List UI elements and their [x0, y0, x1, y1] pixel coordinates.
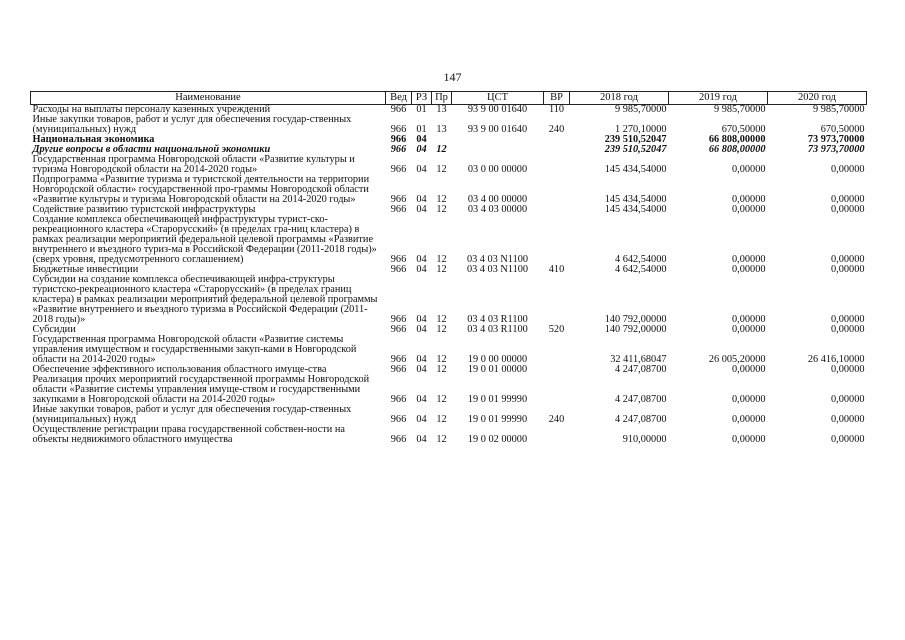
cell-rz: 04: [416, 194, 427, 205]
cell-vr: 240: [548, 414, 565, 425]
cell-vr: [544, 205, 570, 215]
cell-pr: 12: [436, 204, 447, 215]
cell-2018: 239 510,52047: [604, 134, 667, 145]
cell-vr: [544, 135, 570, 145]
cell-name: Государственная программа Новгородской области «Развитие системы управления имуществом и государственными закуп-ками в Новгородской области на 2014-2020 годы»: [32, 334, 357, 365]
cell-cst: [452, 135, 544, 145]
cell-rz: 04: [416, 364, 427, 375]
cell-name: Осуществление регистрации права государственной собствен-ности на объекты недвижимого областного имущества: [32, 424, 345, 445]
header-2018: 2018 год: [570, 92, 669, 105]
cell-2018: 145 434,54000: [604, 194, 667, 205]
cell-2020: 9 985,70000: [813, 104, 865, 115]
cell-pr: 12: [436, 164, 447, 175]
table-row: [31, 215, 867, 265]
cell-pr: 12: [436, 254, 447, 265]
cell-cst: 03 0 00 00000: [467, 164, 528, 175]
budget-table: [30, 91, 867, 445]
cell-cst: 03 4 03 00000: [467, 204, 528, 215]
cell-vr: 410: [548, 264, 565, 275]
header-2020: 2020 год: [768, 92, 867, 105]
cell-ved: 966: [390, 194, 407, 205]
cell-2020: 0,00000: [831, 204, 865, 215]
cell-2020: 0,00000: [831, 394, 865, 405]
cell-vr: 520: [548, 324, 565, 335]
cell-2020: 0,00000: [831, 194, 865, 205]
cell-name: Иные закупки товаров, работ и услуг для обеспечения государ-ственных (муниципальных) нужд: [32, 114, 352, 135]
page-number: 147: [443, 70, 462, 84]
cell-name: Другие вопросы в области национальной экономики: [32, 144, 271, 155]
table-row: [31, 375, 867, 405]
cell-2020: 0,00000: [831, 264, 865, 275]
cell-2018: 4 247,08700: [615, 394, 667, 405]
cell-rz: 01: [416, 104, 427, 115]
cell-cst: 03 4 00 00000: [467, 194, 528, 205]
cell-pr: 12: [436, 364, 447, 375]
header-2019: 2019 год: [669, 92, 768, 105]
cell-2020: 26 416,10000: [807, 354, 865, 365]
header-vr: ВР: [544, 92, 570, 105]
table-row: [31, 175, 867, 205]
cell-cst: [452, 145, 544, 155]
cell-2018: 4 247,08700: [615, 364, 667, 375]
cell-ved: 966: [390, 324, 407, 335]
cell-ved: 966: [390, 124, 407, 135]
cell-2019: 0,00000: [732, 364, 766, 375]
cell-rz: 04: [416, 314, 427, 325]
cell-2018: 145 434,54000: [604, 164, 667, 175]
header-ved: Вед: [386, 92, 412, 105]
cell-2020: 0,00000: [831, 414, 865, 425]
cell-2020: 0,00000: [831, 164, 865, 175]
cell-ved: 966: [390, 434, 407, 445]
table-row: [31, 405, 867, 425]
cell-rz: 04: [416, 414, 427, 425]
cell-name: Иные закупки товаров, работ и услуг для обеспечения государ-ственных (муниципальных) нужд: [32, 404, 352, 425]
cell-2018: 4 642,54000: [615, 264, 667, 275]
cell-2020: 0,00000: [831, 434, 865, 445]
cell-2019: 26 005,20000: [708, 354, 766, 365]
cell-2020: 0,00000: [831, 364, 865, 375]
cell-2019: 0,00000: [732, 164, 766, 175]
cell-2018: 140 792,00000: [604, 314, 667, 325]
cell-2019: 0,00000: [732, 324, 766, 335]
header-name: Наименование: [31, 92, 386, 105]
cell-rz: 04: [416, 354, 427, 365]
cell-cst: 03 4 03 N1100: [466, 254, 529, 265]
cell-ved: 966: [390, 314, 407, 325]
cell-rz: 04: [416, 164, 427, 175]
cell-vr: [544, 145, 570, 155]
cell-name: Субсидии на создание комплекса обеспечивающей инфра-структуры туристско-рекреационного кластера «Старорусский» (в пределах границ кластера) в рамках реализации мероприятий федеральной целевой программы «Развитие внутреннего и въездного туризма в Российской Федерации (2011-2018 годы)»: [32, 274, 378, 325]
cell-vr: [544, 335, 570, 365]
cell-2019: 0,00000: [732, 414, 766, 425]
cell-ved: 966: [390, 104, 407, 115]
cell-ved: 966: [390, 254, 407, 265]
cell-vr: [544, 365, 570, 375]
cell-2018: 9 985,70000: [615, 104, 667, 115]
table-row: [31, 155, 867, 175]
cell-cst: 93 9 00 01640: [467, 124, 528, 135]
cell-pr: 12: [436, 434, 447, 445]
cell-cst: 03 4 03 N1100: [466, 264, 529, 275]
cell-cst: 19 0 02 00000: [467, 434, 528, 445]
cell-2019: 0,00000: [732, 314, 766, 325]
cell-ved: 966: [390, 364, 407, 375]
cell-ved: 966: [390, 164, 407, 175]
cell-pr: 12: [436, 264, 447, 275]
cell-cst: 93 9 00 01640: [467, 104, 528, 115]
header-pr: Пр: [432, 92, 452, 105]
cell-rz: 01: [416, 124, 427, 135]
cell-vr: 110: [548, 104, 565, 115]
cell-rz: 04: [416, 134, 427, 145]
cell-pr: 12: [436, 414, 447, 425]
cell-pr: 12: [436, 354, 447, 365]
cell-2020: 0,00000: [831, 314, 865, 325]
cell-name: Обеспечение эффективного использования областного имуще-ства: [32, 364, 327, 375]
cell-2019: 66 808,00000: [708, 134, 766, 145]
cell-rz: 04: [416, 254, 427, 265]
cell-ved: 966: [390, 204, 407, 215]
cell-2018: 140 792,00000: [604, 324, 667, 335]
cell-cst: 03 4 03 R1100: [467, 314, 528, 325]
cell-name: Расходы на выплаты персоналу казенных учреждений: [32, 104, 271, 115]
cell-vr: [544, 275, 570, 325]
cell-name: Создание комплекса обеспечивающей инфраструктуры турист-ско-рекреационного кластера «Старорусский» (в пределах гра-ниц кластера) в рамках реализации мероприятий федеральной целевой программы «Развитие внутреннего и въездного туриз-ма в Российской Федерации (2011-2018 годы)» (сверх уровня, предусмотренного соглашением): [32, 214, 377, 265]
cell-name: Национальная экономика: [32, 134, 155, 145]
header-cst: ЦСТ: [452, 92, 544, 105]
cell-cst: 03 4 03 R1100: [467, 324, 528, 335]
table-row: [31, 425, 867, 445]
cell-vr: [544, 155, 570, 175]
cell-cst: 19 0 01 99990: [467, 394, 528, 405]
cell-rz: 04: [416, 434, 427, 445]
cell-vr: [544, 175, 570, 205]
cell-rz: 04: [416, 144, 427, 155]
cell-name: Бюджетные инвестиции: [32, 264, 139, 275]
cell-ved: 966: [390, 354, 407, 365]
cell-ved: 966: [390, 144, 407, 155]
cell-2018: 910,00000: [622, 434, 667, 445]
cell-name: Субсидии: [32, 324, 76, 335]
cell-name: Содействие развитию туристской инфраструктуры: [32, 204, 256, 215]
cell-vr: [544, 425, 570, 445]
cell-2019: 0,00000: [732, 264, 766, 275]
cell-pr: 12: [436, 194, 447, 205]
cell-pr: 13: [436, 104, 447, 115]
cell-pr: 12: [436, 394, 447, 405]
cell-vr: [544, 215, 570, 265]
cell-2020: 73 973,70000: [807, 134, 865, 145]
cell-2020: 670,50000: [820, 124, 865, 135]
cell-name: Реализация прочих мероприятий государственной программы Новгородской области «Развитие системы управления имуще-ством и государственными закупками в Новгородской области на 2014-2020 годы»: [32, 374, 370, 405]
cell-pr: 12: [436, 144, 447, 155]
header-rz: РЗ: [412, 92, 432, 105]
cell-2018: 4 642,54000: [615, 254, 667, 265]
cell-2018: 4 247,08700: [615, 414, 667, 425]
cell-2018: 239 510,52047: [604, 144, 667, 155]
cell-2019: 0,00000: [732, 254, 766, 265]
cell-ved: 966: [390, 414, 407, 425]
cell-2018: 32 411,68047: [610, 354, 667, 365]
table-row: [31, 275, 867, 325]
cell-2020: 0,00000: [831, 254, 865, 265]
cell-2019: 0,00000: [732, 434, 766, 445]
cell-rz: 04: [416, 264, 427, 275]
cell-2019: 9 985,70000: [714, 104, 766, 115]
cell-name: Государственная программа Новгородской области «Развитие культуры и туризма Новгородской области на 2014-2020 годы»: [32, 154, 355, 175]
cell-2020: 0,00000: [831, 324, 865, 335]
cell-rz: 04: [416, 394, 427, 405]
cell-2019: 0,00000: [732, 194, 766, 205]
cell-rz: 04: [416, 204, 427, 215]
cell-ved: 966: [390, 394, 407, 405]
table-body: [31, 105, 867, 446]
cell-2020: 73 973,70000: [807, 144, 865, 155]
cell-pr: 13: [436, 124, 447, 135]
cell-pr: 12: [436, 324, 447, 335]
cell-vr: 240: [548, 124, 565, 135]
table-row: [31, 335, 867, 365]
cell-ved: 966: [390, 264, 407, 275]
cell-2019: 0,00000: [732, 394, 766, 405]
cell-pr: 12: [436, 314, 447, 325]
cell-ved: 966: [390, 134, 407, 145]
cell-rz: 04: [416, 324, 427, 335]
cell-2019: 670,50000: [721, 124, 766, 135]
cell-name: Подпрограмма «Развитие туризма и туристской деятельности на территории Новгородской области» государственной про-граммы Новгородской области «Развитие культуры и туризма Новгородской области на 2014-2020 годы»: [32, 174, 370, 205]
table-header-row: [31, 92, 867, 105]
cell-cst: 19 0 00 00000: [467, 354, 528, 365]
cell-cst: 19 0 01 99990: [467, 414, 528, 425]
cell-2018: 1 270,10000: [615, 124, 667, 135]
cell-2019: 66 808,00000: [708, 144, 766, 155]
cell-2019: 0,00000: [732, 204, 766, 215]
cell-2018: 145 434,54000: [604, 204, 667, 215]
cell-vr: [544, 375, 570, 405]
cell-cst: 19 0 01 00000: [467, 364, 528, 375]
table-row: [31, 115, 867, 135]
